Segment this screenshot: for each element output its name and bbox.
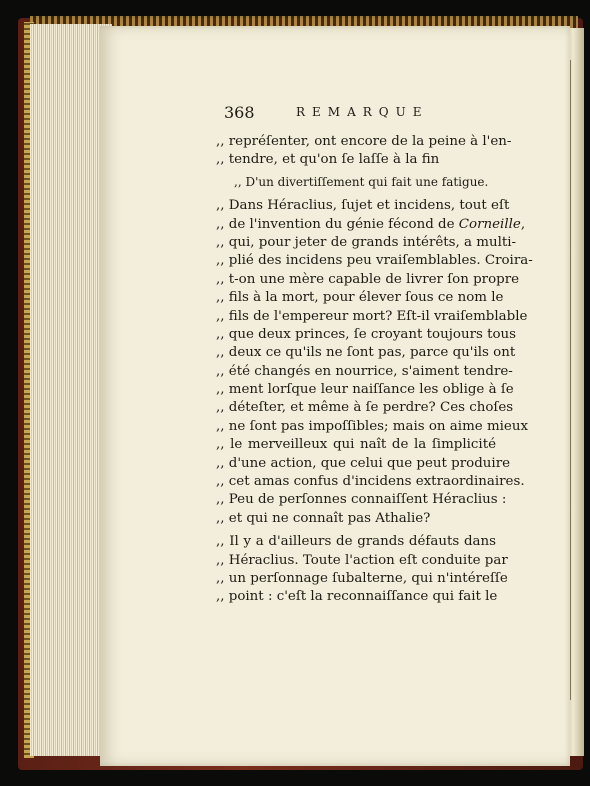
text-line: ,, un perſonnage ſubalterne, qui n'intéreſſe	[216, 570, 508, 586]
text-line: ,, fils à la mort, pour élever ſous ce nom le	[216, 290, 504, 306]
text-line: ,, repréſenter, ont encore de la peine à l'en-	[216, 134, 512, 149]
text-line: ,, Peu de perſonnes connaiſſent Héraclius :	[216, 492, 507, 508]
text-line: ,, le merveilleux qui naît de la ſimplicité	[216, 437, 496, 453]
text-line: ,, ne ſont pas impoſſibles; mais on aime mieux	[216, 418, 529, 434]
text-line: ,, Héraclius. Toute l'action eſt conduite par	[216, 552, 508, 568]
text-line: ,, deux ce qu'ils ne ſont pas, parce qu'ils ont	[216, 345, 516, 361]
text-lines	[216, 133, 533, 607]
page-number: 368	[224, 103, 255, 122]
page-text	[216, 103, 533, 607]
text-line: ,, Il y a d'ailleurs de grands défauts dans	[216, 534, 496, 550]
text-line: ,, point : c'eſt la reconnaiſſance qui fait le	[216, 589, 498, 605]
text-line: ,, Dans Héraclius, ſujet et incidens, tout eſt	[216, 198, 510, 214]
running-head: REMARQUE	[296, 105, 429, 119]
text-line: ,, déteſter, et même à ſe perdre? Ces choſes	[216, 400, 514, 416]
verse-quote-line: ,, D'un divertiſſement qui fait une fatigue.	[234, 174, 489, 189]
text-line: ,, été changés en nourrice, s'aiment tendre-	[216, 363, 513, 379]
text-line: ,, t-on une mère capable de livrer ſon propre	[216, 271, 520, 287]
text-line: ,, fils de l'empereur mort? Eſt-il vraiſemblable	[216, 308, 528, 324]
text-line: ,, d'une action, que celui que peut produire	[216, 455, 511, 471]
text-line: ,, plié des incidens peu vraiſemblables. Croira-	[216, 253, 533, 269]
text-run: ,	[520, 216, 526, 232]
italic-name: Corneille	[458, 216, 521, 232]
page-header	[216, 103, 496, 127]
text-run: ,, de l'invention du génie fécond de	[216, 216, 459, 232]
text-line: ,, que deux princes, ſe croyant toujours tous	[216, 326, 517, 342]
text-line: ,, qui, pour jeter de grands intérêts, a multi-	[216, 234, 517, 250]
text-line: ,, cet amas confus d'incidens extraordinaires.	[216, 474, 525, 490]
text-line: ,, ment lorſque leur naiſſance les oblige à ſe	[216, 382, 514, 398]
text-line: ,, tendre, et qu'on ſe laſſe à la fin	[216, 152, 440, 168]
text-line: ,, et qui ne connaît pas Athalie?	[216, 510, 431, 526]
text-line	[216, 216, 526, 234]
